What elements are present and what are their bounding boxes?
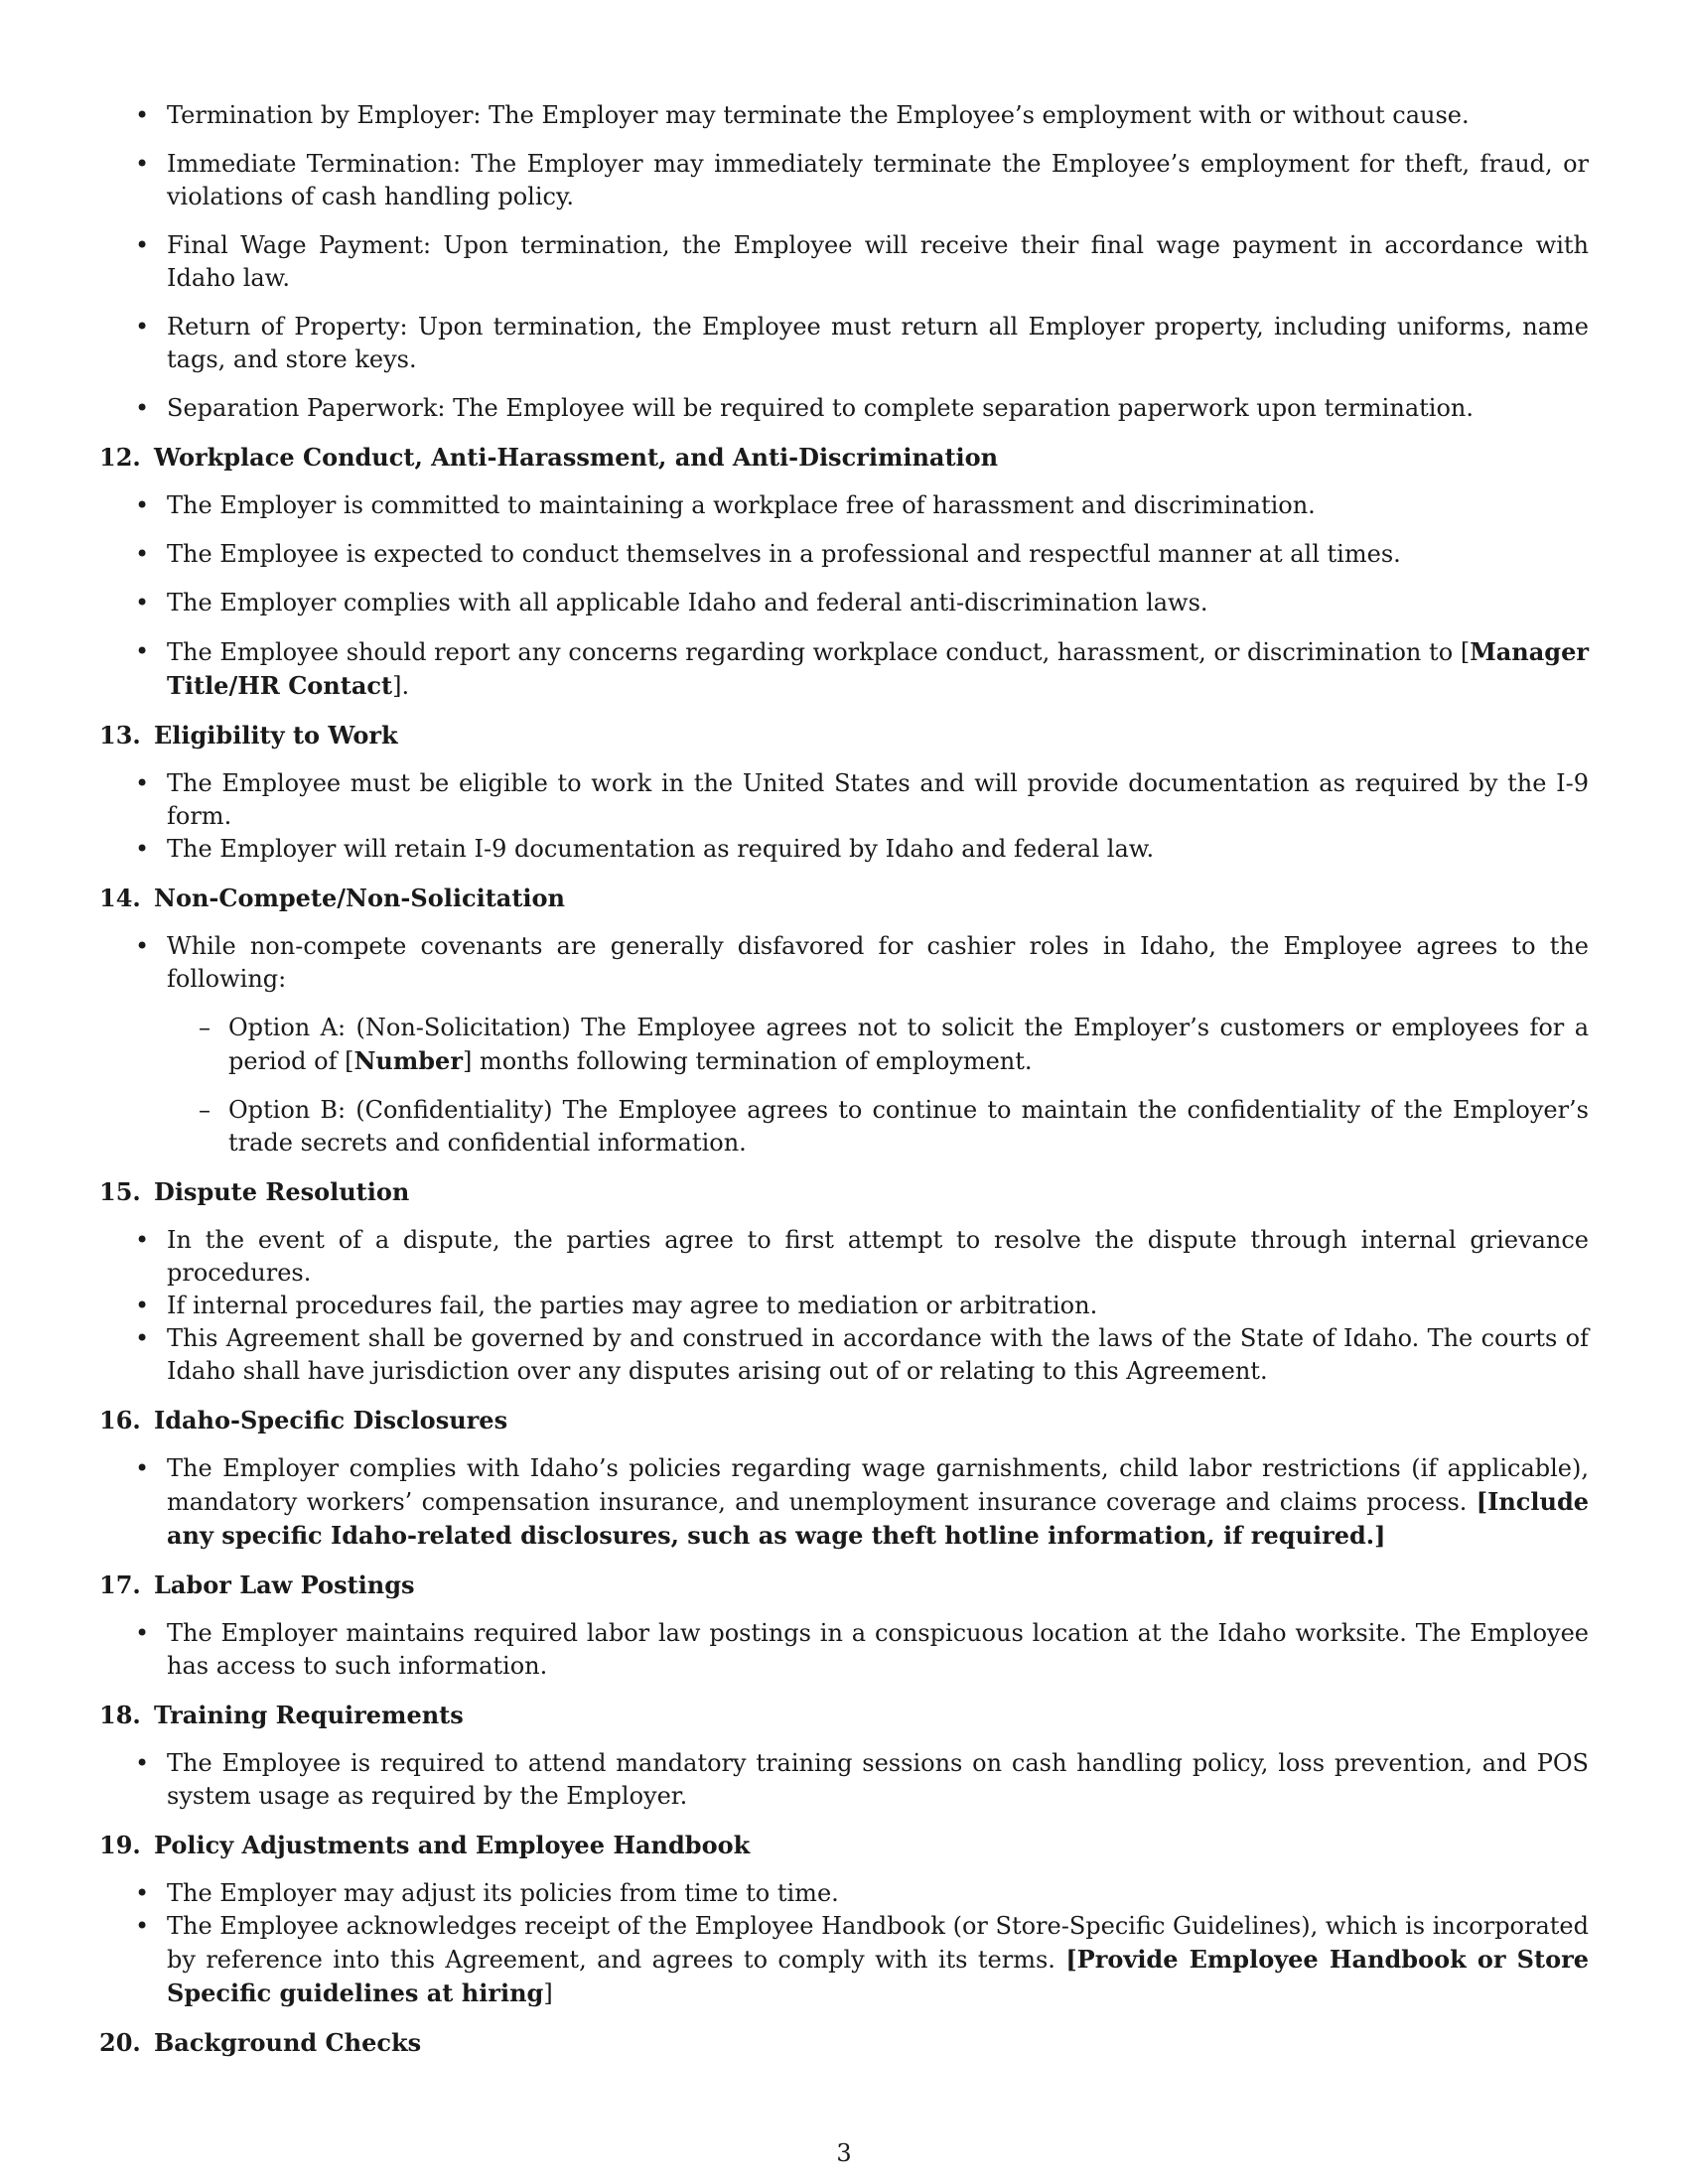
immediate-termination: Immediate Termination: The Employer may immediately terminate the Employee’s employment for theft, fraud, or violations of cash handling policy. <box>167 150 1589 210</box>
list-item-text: Option B: (Confidentiality) The Employee agrees to continue to maintain the confidentiality of the Employer’s trade secrets and confidential information. <box>228 1096 1589 1157</box>
document-body <box>99 99 1589 2075</box>
list-item <box>99 392 1589 425</box>
section-title: Labor Law Postings <box>154 1570 415 1599</box>
final-wage-payment: Final Wage Payment: Upon termination, the Employee will receive their final wage payment in accordance with Idaho law. <box>167 231 1589 292</box>
list-item <box>99 538 1589 571</box>
sub-list-item <box>99 1094 1589 1160</box>
bullet-icon: • <box>135 150 150 178</box>
list-item <box>99 1224 1589 1290</box>
section-number: 17. <box>99 1570 141 1599</box>
bullet-icon: • <box>135 1879 150 1907</box>
bullet-icon: • <box>135 769 150 797</box>
section-heading-20 <box>99 2026 1589 2059</box>
bullet-icon: • <box>135 1226 150 1254</box>
bullet-icon: • <box>135 932 150 960</box>
bullet-icon: • <box>135 589 150 616</box>
list-item <box>99 635 1589 703</box>
list-item-text: The Employer complies with all applicable Idaho and federal anti-discrimination laws. <box>167 589 1208 616</box>
list-item-text: The Employee is expected to conduct themselves in a professional and respectful manner at all times. <box>167 540 1401 568</box>
section-number: 12. <box>99 443 141 472</box>
section-title: Dispute Resolution <box>154 1177 410 1206</box>
page-number: 3 <box>836 2139 852 2167</box>
termination-by-employer: Termination by Employer: The Employer may terminate the Employee’s employment with or without cause. <box>167 101 1470 129</box>
list-item <box>99 1290 1589 1322</box>
section-title: Workplace Conduct, Anti-Harassment, and Anti-Discrimination <box>154 443 999 472</box>
bullet-icon: • <box>135 491 150 519</box>
list-item-text: The Employer maintains required labor law postings in a conspicuous location at the Idaho worksite. The Employee has access to such information. <box>167 1619 1589 1680</box>
bullet-icon: • <box>135 394 150 422</box>
section-number: 13. <box>99 721 141 750</box>
list-item-text: The Employer may adjust its policies from time to time. <box>167 1879 839 1907</box>
section-title: Policy Adjustments and Employee Handbook <box>154 1831 751 1859</box>
section-title: Background Checks <box>154 2028 422 2057</box>
bullet-icon: • <box>135 101 150 129</box>
section-heading-18 <box>99 1699 1589 1731</box>
list-item <box>99 1910 1589 2010</box>
bullet-icon: • <box>135 835 150 863</box>
bullet-icon: • <box>135 1292 150 1319</box>
section-heading-13 <box>99 719 1589 751</box>
list-item-text: The Employer is committed to maintaining a workplace free of harassment and discrimination. <box>167 491 1316 519</box>
bullet-icon: • <box>135 313 150 341</box>
section-heading-12 <box>99 441 1589 474</box>
list-item <box>99 99 1589 132</box>
list-item-text: The Employee should report any concerns regarding workplace conduct, harassment, or discrimination to [ <box>167 638 1471 666</box>
dash-icon: – <box>199 1096 211 1124</box>
section-heading-16 <box>99 1404 1589 1436</box>
dash-icon: – <box>199 1014 211 1041</box>
list-item <box>99 1322 1589 1388</box>
bullet-icon: • <box>135 637 150 665</box>
bullet-icon: • <box>135 1912 150 1940</box>
section-title: Idaho-Specific Disclosures <box>154 1406 508 1434</box>
list-item <box>99 587 1589 619</box>
section-heading-17 <box>99 1569 1589 1601</box>
section-heading-15 <box>99 1175 1589 1208</box>
list-item-text: Option A: (Non-Solicitation) The Employee agrees not to solicit the Employer’s customers or employees for a period of [ <box>228 1014 1589 1075</box>
list-item <box>99 1877 1589 1910</box>
list-item-text: ] <box>543 1979 553 2007</box>
section-number: 18. <box>99 1701 141 1729</box>
list-item <box>99 489 1589 522</box>
placeholder-field: Manager Title/HR Contact <box>167 637 1589 700</box>
bullet-icon: • <box>135 1619 150 1647</box>
bullet-icon: • <box>135 1749 150 1777</box>
list-item-text: The Employer complies with Idaho’s policies regarding wage garnishments, child labor restrictions (if applicable), mandatory workers’ compensation insurance, and unemployment insurance coverage and claims process. <box>167 1454 1589 1516</box>
placeholder-field: [Provide Employee Handbook or Store Specific guidelines at hiring <box>167 1945 1589 2007</box>
section-title: Training Requirements <box>154 1701 464 1729</box>
section-title: Eligibility to Work <box>154 721 398 750</box>
placeholder-field: [Include any specific Idaho-related disclosures, such as wage theft hotline information, if required.] <box>167 1487 1589 1550</box>
list-item <box>99 1452 1589 1553</box>
list-item <box>99 767 1589 833</box>
list-item <box>99 229 1589 295</box>
bullet-icon: • <box>135 540 150 568</box>
section-number: 19. <box>99 1831 141 1859</box>
bullet-icon: • <box>135 231 150 259</box>
list-item <box>99 1617 1589 1683</box>
section-heading-19 <box>99 1829 1589 1861</box>
bullet-icon: • <box>135 1324 150 1352</box>
list-item-text: The Employee must be eligible to work in the United States and will provide documentation as required by the I-9 form. <box>167 769 1589 830</box>
list-item-text: The Employee is required to attend mandatory training sessions on cash handling policy, loss prevention, and POS system usage as required by the Employer. <box>167 1749 1589 1810</box>
list-item-text: The Employee acknowledges receipt of the Employee Handbook (or Store-Specific Guidelines), which is incorporated by reference into this Agreement, and agrees to comply with its terms. <box>167 1912 1589 1974</box>
return-of-property: Return of Property: Upon termination, the Employee must return all Employer property, including uniforms, name tags, and store keys. <box>167 313 1589 373</box>
list-item <box>99 930 1589 996</box>
sub-list-item <box>99 1012 1589 1078</box>
section-number: 15. <box>99 1177 141 1206</box>
separation-paperwork: Separation Paperwork: The Employee will be required to complete separation paperwork upon termination. <box>167 394 1474 422</box>
section-number: 16. <box>99 1406 141 1434</box>
list-item-text: In the event of a dispute, the parties agree to first attempt to resolve the dispute through internal grievance procedures. <box>167 1226 1589 1287</box>
list-item <box>99 311 1589 376</box>
placeholder-field: Number <box>353 1046 463 1075</box>
list-item <box>99 148 1589 213</box>
section-number: 14. <box>99 884 141 912</box>
list-item <box>99 833 1589 866</box>
list-item-text: If internal procedures fail, the parties may agree to mediation or arbitration. <box>167 1292 1098 1319</box>
section-title: Non-Compete/Non-Solicitation <box>154 884 565 912</box>
section-heading-14 <box>99 882 1589 914</box>
list-item <box>99 1747 1589 1813</box>
list-item-text: ] months following termination of employment. <box>462 1047 1033 1075</box>
list-item-text: This Agreement shall be governed by and construed in accordance with the laws of the State of Idaho. The courts of Idaho shall have jurisdiction over any disputes arising out of or relating to this Agreement. <box>167 1324 1589 1385</box>
list-item-text: ]. <box>392 672 410 700</box>
list-item-text: The Employer will retain I-9 documentation as required by Idaho and federal law. <box>167 835 1155 863</box>
section-number: 20. <box>99 2028 141 2057</box>
bullet-icon: • <box>135 1454 150 1482</box>
list-item-text: While non-compete covenants are generally disfavored for cashier roles in Idaho, the Employee agrees to the following: <box>167 932 1589 993</box>
